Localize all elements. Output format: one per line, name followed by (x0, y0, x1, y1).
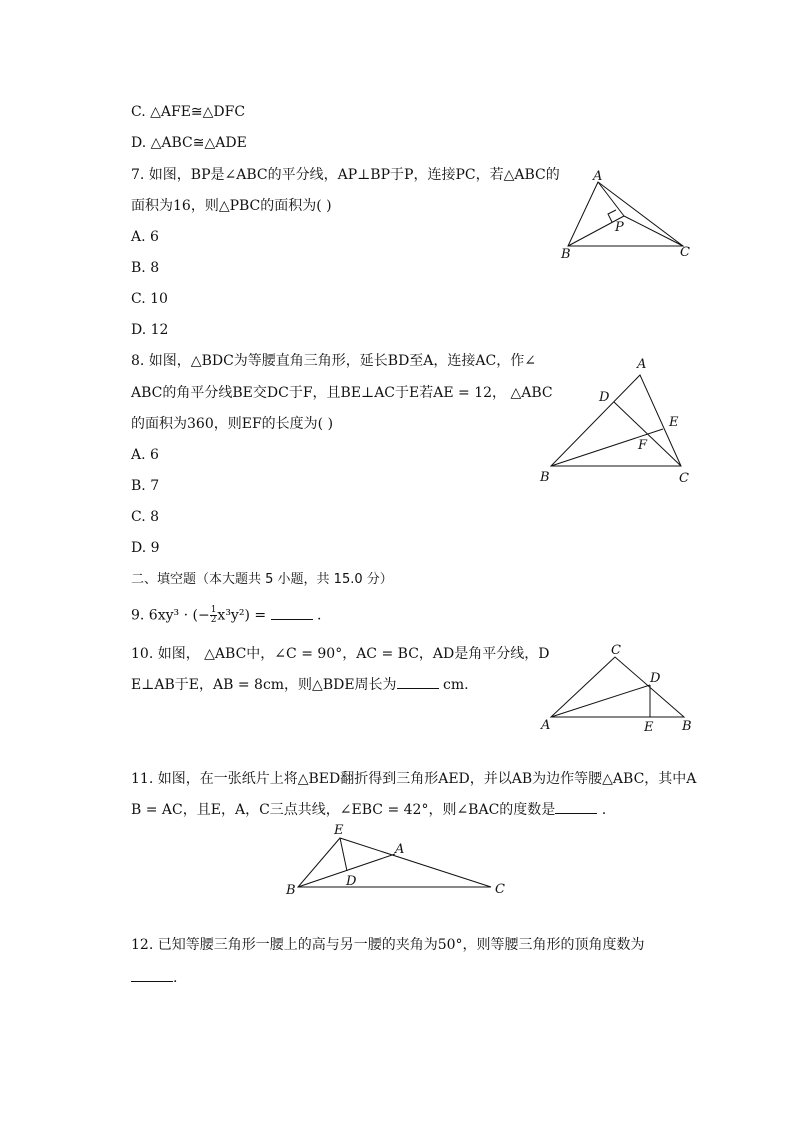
q8-option-b: B. 7 (131, 478, 160, 494)
section-heading-fill-in: 二、填空题（本大题共 5 小题，共 15.0 分） (131, 572, 393, 587)
q9-fraction-numerator: 1 (210, 605, 217, 615)
q8-label-b: B (540, 470, 550, 485)
q8-option-d: D. 9 (131, 540, 160, 556)
q10-unit: cm. (438, 677, 469, 693)
q11-segment-ed (340, 838, 347, 871)
q8-stem-line2: ABC的角平分线BE交DC于F，且BE⊥AC于E若AE = 12， △ABC (131, 385, 553, 401)
q8-option-a: A. 6 (131, 447, 159, 463)
q12-stem-line1: 12. 已知等腰三角形一腰上的高与另一腰的夹角为50°，则等腰三角形的顶角度数为 (131, 937, 645, 953)
q7-label-c: C (680, 245, 690, 260)
q10-label-e: E (644, 720, 654, 735)
q12-answer-blank[interactable] (131, 969, 173, 982)
q7-option-a: A. 6 (131, 229, 159, 245)
q11-label-b: B (286, 883, 296, 898)
q8-label-c: C (679, 471, 689, 486)
q11-label-a: A (395, 842, 405, 857)
q9-end: . (312, 607, 322, 624)
q7-stem-line1: 7. 如图，BP是∠ABC的平分线，AP⊥BP于P，连接PC，若△ABC的 (131, 167, 560, 183)
q11-end: . (597, 802, 607, 818)
q7-label-p: P (615, 220, 624, 235)
q7-option-c: C. 10 (131, 291, 168, 307)
q7-option-b: B. 8 (131, 260, 160, 276)
q7-option-d: D. 12 (131, 322, 169, 338)
q11-label-d: D (346, 874, 357, 889)
q12-stem-line2 (131, 969, 177, 987)
q8-option-c: C. 8 (131, 509, 160, 525)
q9-fraction-denominator: 2 (210, 615, 217, 625)
q10-label-d: D (650, 671, 661, 686)
q11-stem-text: B = AC，且E，A，C三点共线，∠EBC = 42°，则∠BAC的度数是 (131, 802, 556, 818)
q7-stem-line2: 面积为16，则△PBC的面积为( ) (131, 198, 332, 214)
q6-option-c: C. △AFE≅△DFC (131, 104, 246, 120)
q11-stem-line1: 11. 如图，在一张纸片上将△BED翻折得到三角形AED，并以AB为边作等腰△ABC，其中A (131, 771, 697, 787)
q12-end: . (173, 970, 178, 986)
q6-option-d: D. △ABC≅△ADE (131, 135, 247, 151)
q10-label-a: A (541, 718, 551, 733)
q8-label-e: E (669, 415, 679, 430)
q9-suffix: x³y²) = (217, 607, 271, 624)
q8-stem-line3: 的面积为360，则EF的长度为( ) (131, 416, 334, 432)
q8-label-d: D (599, 390, 610, 405)
q10-label-c: C (611, 643, 621, 658)
q7-label-a: A (593, 169, 603, 184)
q8-label-f: F (638, 438, 648, 453)
q11-label-c: C (495, 882, 505, 897)
q10-stem-line1: 10. 如图， △ABC中，∠C = 90°，AC = BC，AD是角平分线，D (131, 646, 550, 662)
q10-label-b: B (682, 719, 692, 734)
q10-stem-text: E⊥AB于E，AB = 8cm，则△BDE周长为 (131, 677, 397, 693)
q11-label-e: E (334, 823, 344, 838)
q7-label-b: B (561, 247, 571, 262)
q8-stem-line1: 8. 如图，△BDC为等腰直角三角形，延长BD至A，连接AC，作∠ (131, 353, 536, 369)
q9-prefix: 9. 6xy³ · (− (131, 607, 210, 624)
q8-label-a: A (637, 357, 647, 372)
